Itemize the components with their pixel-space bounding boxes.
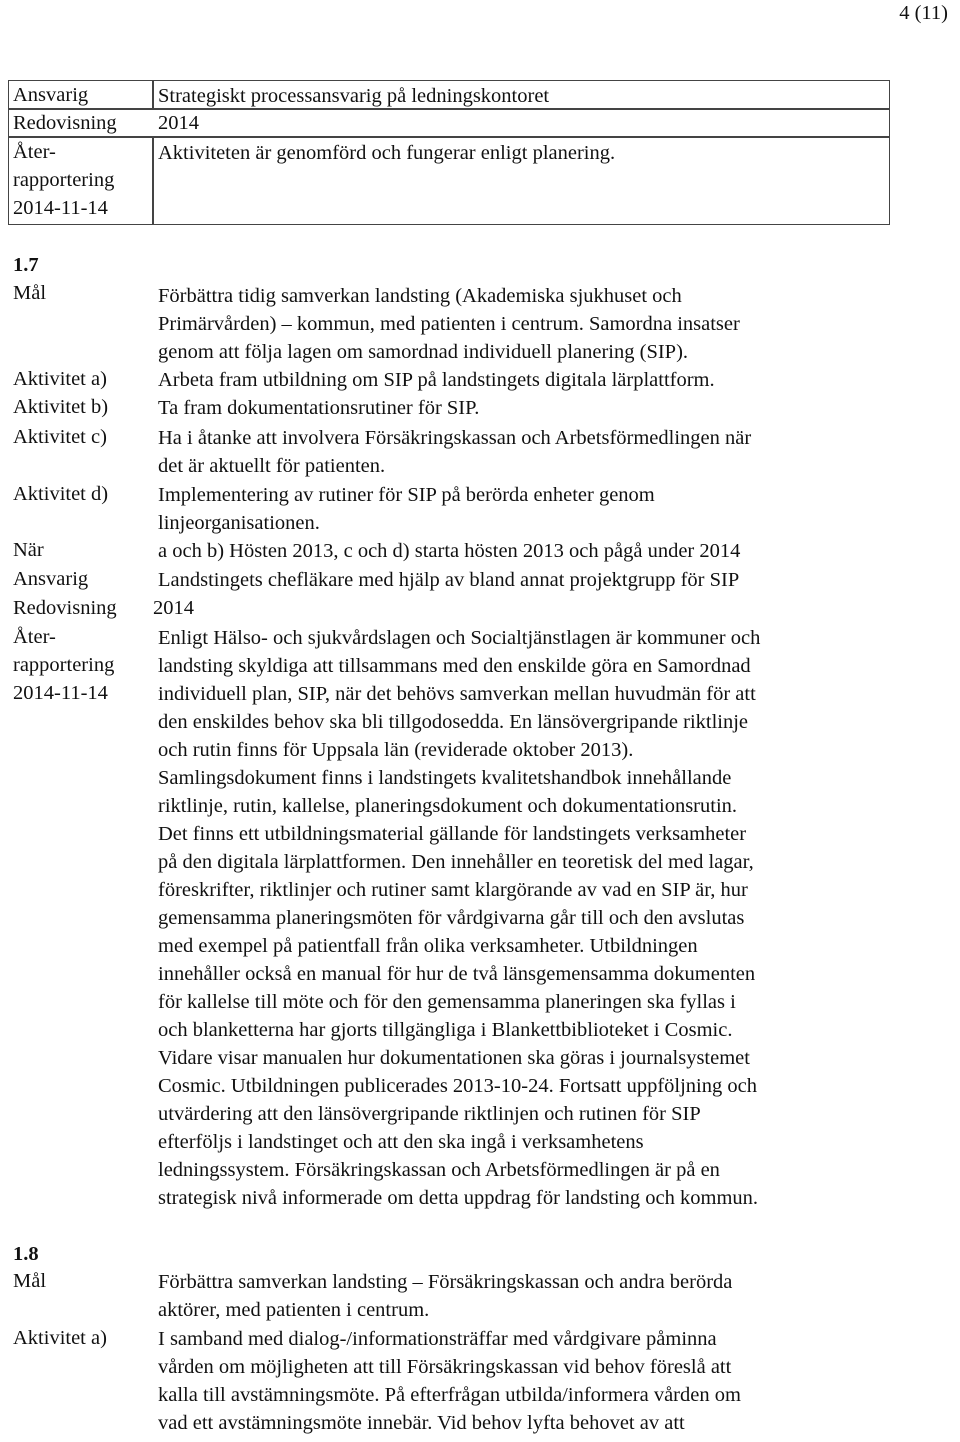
top-table-column-divider [152, 80, 154, 109]
section-1-7-aktivitet-d-label: Aktivitet d) [13, 483, 109, 505]
section-1-7-redovisning-label: Redovisning [13, 597, 117, 619]
section-1-7-mal-line: genom att följa lagen om samordnad individuell planering (SIP). [158, 341, 689, 363]
top-ater-value: Aktiviteten är genomförd och fungerar enligt planering. [158, 142, 616, 164]
section-1-7-aktivitet-c-text: det är aktuellt för patienten. [158, 455, 386, 477]
section-1-8-aktivitet-line: vården om möjligheten att till Försäkringskassan vid behov föreslå att [158, 1356, 732, 1378]
section-1-7-ater-line: Enligt Hälso- och sjukvårdslagen och Socialtjänstlagen är kommuner och [158, 627, 761, 649]
top-redovisning-value: 2014 [158, 112, 199, 134]
section-1-7-aktivitet-c-text: Ha i åtanke att involvera Försäkringskassan och Arbetsförmedlingen när [158, 427, 752, 449]
top-ater-label-1: Åter- [13, 141, 56, 163]
top-ansvarig-label: Ansvarig [13, 84, 89, 106]
section-1-7-ater-line: Det finns ett utbildningsmaterial gällande för landstingets verksamheter [158, 823, 747, 845]
section-1-7-ater-line: och blanketterna har gjorts tillgängliga i Blankettbiblioteket i Cosmic. [158, 1019, 733, 1041]
section-1-7-ater-line: utvärdering att den länsövergripande riktlinjen och rutinen för SIP [158, 1103, 701, 1125]
top-ater-label-2: rapportering [13, 169, 115, 191]
section-1-7-nar-label: När [13, 539, 44, 561]
section-1-7-aktivitet-b-text: Ta fram dokumentationsrutiner för SIP. [158, 397, 480, 419]
section-1-7-ater-line: ledningssystem. Försäkringskassan och Arbetsförmedlingen är på en [158, 1159, 720, 1181]
section-1-8-aktivitet-line: vad ett avstämningsmöte innebär. Vid behov lyfta behovet av att [158, 1412, 685, 1434]
section-1-7-ater-line: individuell plan, SIP, när det behövs samverkan mellan huvudmän för att [158, 683, 756, 705]
section-1-8-mal-line: aktörer, med patienten i centrum. [158, 1299, 430, 1321]
section-1-7-ater-line: föreskrifter, riktlinjer och rutiner samt klargörande av vad en SIP är, hur [158, 879, 748, 901]
section-1-7-ater-label-3: 2014-11-14 [13, 682, 108, 704]
section-1-7-ater-line: landsting skyldiga att tillsammans med den enskilde göra en Samordnad [158, 655, 751, 677]
section-1-7-ater-line: med exempel på patientfall från olika verksamheter. Utbildningen [158, 935, 698, 957]
section-1-7-aktivitet-d-text: Implementering av rutiner för SIP på berörda enheter genom [158, 484, 655, 506]
section-1-8-number: 1.8 [13, 1243, 39, 1265]
section-1-7-ater-line: strategisk nivå informerade om detta uppdrag för landsting och kommun. [158, 1187, 759, 1209]
section-1-7-aktivitet-a-label: Aktivitet a) [13, 368, 107, 390]
section-1-7-ater-line: den enskildes behov ska bli tillgodosedda. En länsövergripande riktlinje [158, 711, 749, 733]
section-1-8-aktivitet-line: kalla till avstämningsmöte. På efterfrågan utbilda/informera vården om [158, 1384, 741, 1406]
section-1-7-nar-value: a och b) Hösten 2013, c och d) starta hösten 2013 och pågå under 2014 [158, 540, 741, 562]
page-number: 4 (11) [899, 2, 948, 24]
section-1-7-mal-line: Förbättra tidig samverkan landsting (Akademiska sjukhuset och [158, 285, 682, 307]
section-1-7-ater-line: riktlinje, rutin, kallelse, planeringsdokument och dokumentationsrutin. [158, 795, 738, 817]
top-ansvarig-value: Strategiskt processansvarig på ledningskontoret [158, 85, 550, 107]
top-ater-label-3: 2014-11-14 [13, 197, 108, 219]
section-1-8-aktivitet-line: I samband med dialog-/informationsträffar med vårdgivare påminna [158, 1328, 717, 1350]
section-1-7-ater-line: Cosmic. Utbildningen publicerades 2013-10-24. Fortsatt uppföljning och [158, 1075, 757, 1097]
top-redovisning-label: Redovisning [13, 112, 117, 134]
section-1-7-ansvarig-value: Landstingets chefläkare med hjälp av bland annat projektgrupp för SIP [158, 569, 740, 591]
section-1-7-mal-line: Primärvården) – kommun, med patienten i centrum. Samordna insatser [158, 313, 740, 335]
section-1-7-aktivitet-d-text: linjeorganisationen. [158, 512, 320, 534]
section-1-8-mal-label: Mål [13, 1270, 47, 1292]
section-1-7-ater-line: gemensamma planeringsmöten för vårdgivarna går till och den avslutas [158, 907, 745, 929]
section-1-7-aktivitet-a-text: Arbeta fram utbildning om SIP på landstingets digitala lärplattform. [158, 369, 715, 391]
section-1-7-redovisning-value: 2014 [153, 597, 194, 619]
section-1-7-ater-line: innehåller också en manual för hur de två länsgemensamma dokumenten [158, 963, 756, 985]
section-1-7-mal-label: Mål [13, 282, 47, 304]
section-1-7-number: 1.7 [13, 254, 39, 276]
section-1-7-aktivitet-b-label: Aktivitet b) [13, 396, 109, 418]
section-1-7-ater-line: och rutin finns för Uppsala län (reviderade oktober 2013). [158, 739, 634, 761]
section-1-7-ater-line: på den digitala lärplattformen. Den innehåller en teoretisk del med lagar, [158, 851, 754, 873]
section-1-7-ater-line: Vidare visar manualen hur dokumentationen ska göras i journalsystemet [158, 1047, 750, 1069]
section-1-7-ater-label-1: Åter- [13, 626, 56, 648]
section-1-8-aktivitet-a-label: Aktivitet a) [13, 1327, 107, 1349]
section-1-7-ater-label-2: rapportering [13, 654, 115, 676]
top-table-row-divider [8, 136, 890, 138]
section-1-7-ater-line: efterföljs i landstinget och att den ska ingå i verksamhetens [158, 1131, 644, 1153]
section-1-8-mal-line: Förbättra samverkan landsting – Försäkringskassan och andra berörda [158, 1271, 733, 1293]
section-1-7-aktivitet-c-label: Aktivitet c) [13, 426, 107, 448]
section-1-7-ater-line: för kallelse till möte och för den gemensamma planeringen ska fyllas i [158, 991, 736, 1013]
section-1-7-ansvarig-label: Ansvarig [13, 568, 89, 590]
section-1-7-ater-line: Samlingsdokument finns i landstingets kvalitetshandbok innehållande [158, 767, 732, 789]
top-table-column-divider [152, 136, 154, 225]
